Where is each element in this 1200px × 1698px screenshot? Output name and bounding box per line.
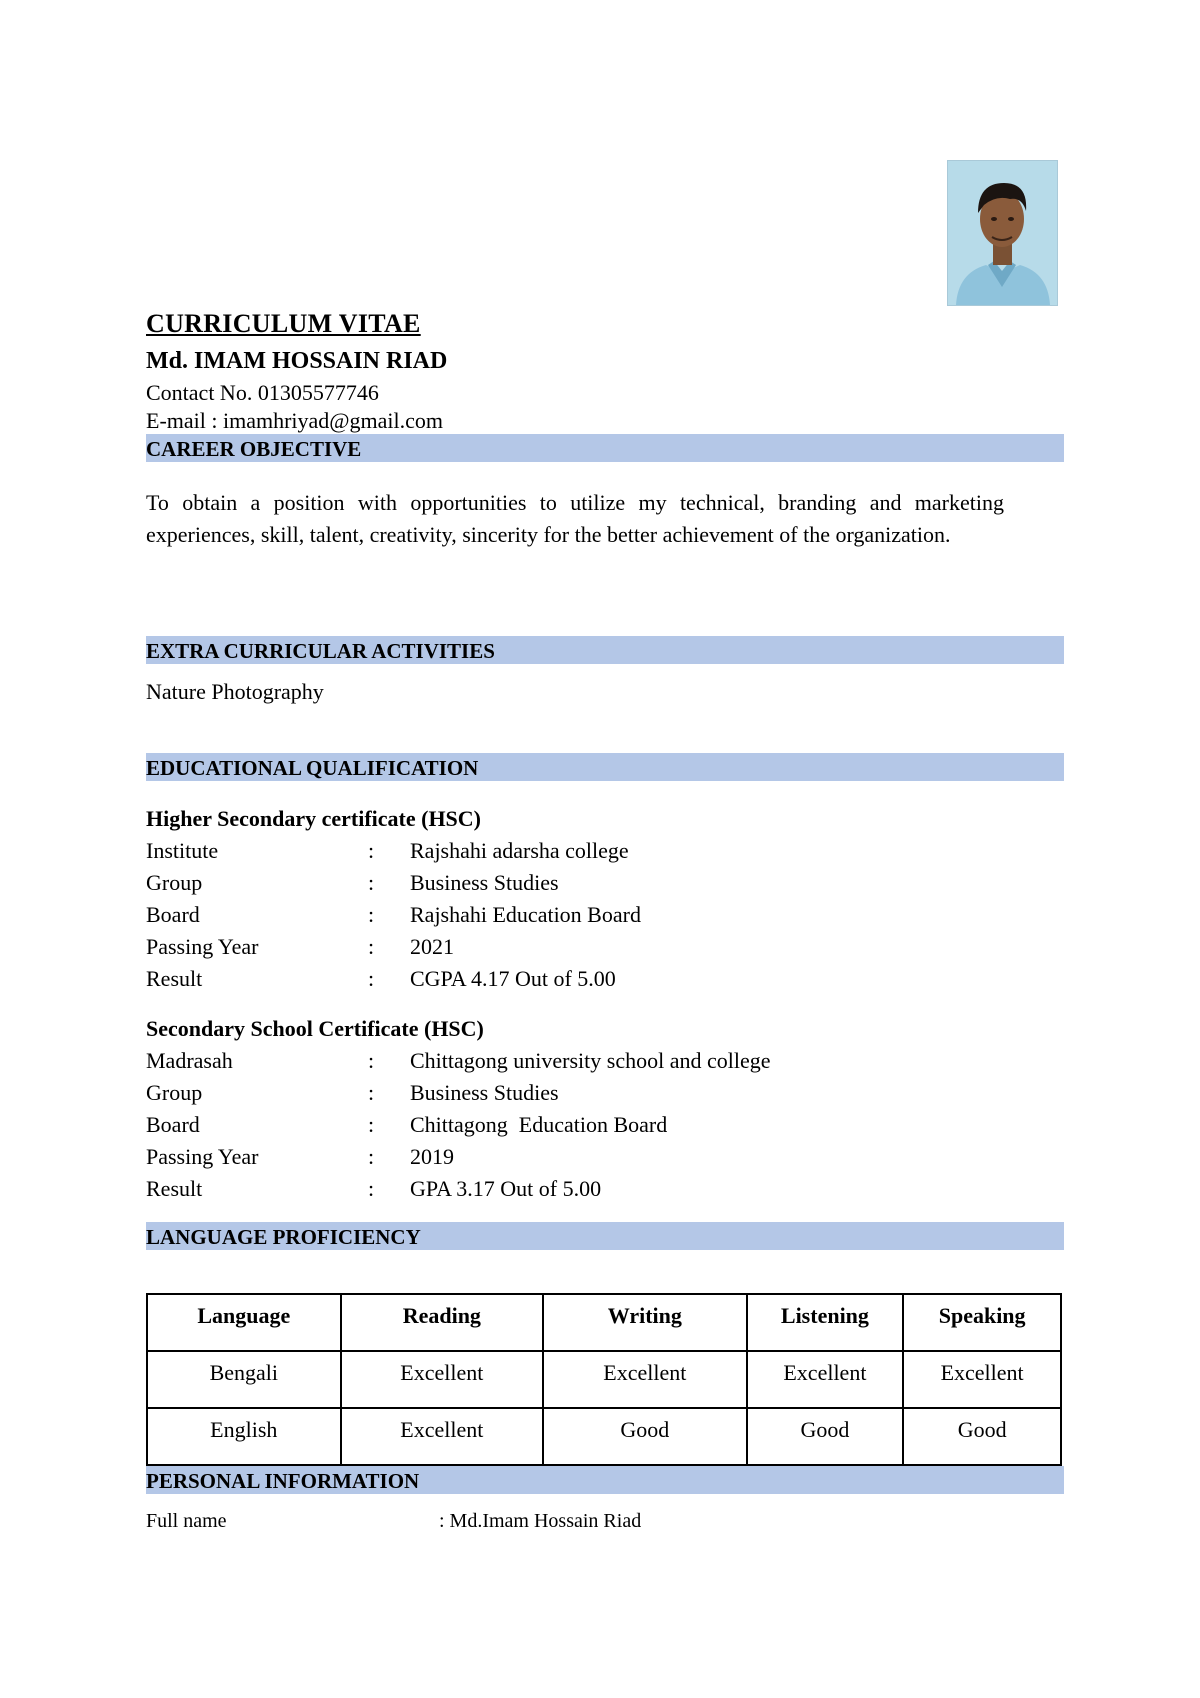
row-value: 2019 (410, 1144, 454, 1169)
row-value: Business Studies (410, 1080, 559, 1105)
section-heading-extra-curricular: EXTRA CURRICULAR ACTIVITIES (146, 636, 1064, 664)
career-objective-text: To obtain a position with opportunities to utilize my technical, branding and marketing experiences, skill, talent, creativity, sincerity for the better achievement of the organization. (146, 490, 1004, 547)
row-label: Group (146, 1080, 203, 1105)
table-cell: Excellent (543, 1351, 746, 1408)
table-cell: Excellent (341, 1408, 543, 1465)
applicant-name: Md. IMAM HOSSAIN RIAD (146, 348, 448, 374)
section-heading-career-objective: CAREER OBJECTIVE (146, 434, 1064, 462)
row-colon: : (368, 870, 375, 895)
contact-number: Contact No. 01305577746 (146, 380, 379, 405)
column-header: Reading (341, 1294, 543, 1351)
row-value: Chittagong Education Board (410, 1112, 668, 1137)
hsc-row (146, 966, 1046, 998)
row-colon: : (368, 902, 375, 927)
table-cell: Good (747, 1408, 904, 1465)
row-colon: : (368, 966, 375, 991)
row-label: Board (146, 1112, 200, 1137)
section-heading-personal: PERSONAL INFORMATION (146, 1466, 1064, 1494)
hsc-row (146, 838, 1046, 870)
row-colon: : (368, 1080, 375, 1105)
row-colon: : (368, 934, 375, 959)
column-header: Writing (543, 1294, 746, 1351)
table-cell: Good (903, 1408, 1061, 1465)
column-header: Listening (747, 1294, 904, 1351)
full-name-label: Full name (146, 1510, 227, 1532)
document-title: CURRICULUM VITAE (146, 309, 421, 338)
table-cell: Excellent (747, 1351, 904, 1408)
row-label: Board (146, 902, 200, 927)
row-value: CGPA 4.17 Out of 5.00 (410, 966, 616, 991)
ssc-row (146, 1048, 1046, 1080)
email-address: E-mail : imamhriyad@gmail.com (146, 408, 444, 433)
ssc-row (146, 1176, 1046, 1208)
row-label: Passing Year (146, 934, 259, 959)
row-value: GPA 3.17 Out of 5.00 (410, 1176, 602, 1201)
hsc-row (146, 902, 1046, 934)
row-value: Business Studies (410, 870, 559, 895)
row-label: Group (146, 870, 203, 895)
row-colon: : (368, 1048, 375, 1073)
table-cell: Good (543, 1408, 746, 1465)
row-value: 2021 (410, 934, 454, 959)
table-cell: Bengali (147, 1351, 341, 1408)
row-label: Result (146, 1176, 203, 1201)
table-header-row (147, 1294, 1061, 1351)
extra-curricular-text: Nature Photography (146, 679, 324, 704)
full-name-value: : Md.Imam Hossain Riad (439, 1510, 642, 1532)
column-header: Language (147, 1294, 341, 1351)
row-colon: : (368, 1112, 375, 1137)
language-proficiency-table (146, 1293, 1062, 1466)
profile-photo (947, 160, 1058, 306)
row-value: Chittagong university school and college (410, 1048, 771, 1073)
column-header: Speaking (903, 1294, 1061, 1351)
personal-full-name-row (146, 1510, 1046, 1540)
hsc-row (146, 934, 1046, 966)
ssc-row (146, 1080, 1046, 1112)
section-heading-language: LANGUAGE PROFICIENCY (146, 1222, 1064, 1250)
table-row (147, 1408, 1061, 1465)
table-cell: Excellent (341, 1351, 543, 1408)
row-colon: : (368, 838, 375, 863)
row-value: Rajshahi Education Board (410, 902, 641, 927)
row-label: Institute (146, 838, 219, 863)
row-colon: : (368, 1144, 375, 1169)
ssc-row (146, 1112, 1046, 1144)
hsc-row (146, 870, 1046, 902)
table-cell: English (147, 1408, 341, 1465)
table-row (147, 1351, 1061, 1408)
row-label: Madrasah (146, 1048, 233, 1073)
row-label: Result (146, 966, 203, 991)
table-cell: Excellent (903, 1351, 1061, 1408)
ssc-row (146, 1144, 1046, 1176)
row-colon: : (368, 1176, 375, 1201)
ssc-title: Secondary School Certificate (HSC) (146, 1016, 484, 1041)
row-label: Passing Year (146, 1144, 259, 1169)
row-value: Rajshahi adarsha college (410, 838, 629, 863)
section-heading-education: EDUCATIONAL QUALIFICATION (146, 753, 1064, 781)
hsc-title: Higher Secondary certificate (HSC) (146, 806, 482, 831)
